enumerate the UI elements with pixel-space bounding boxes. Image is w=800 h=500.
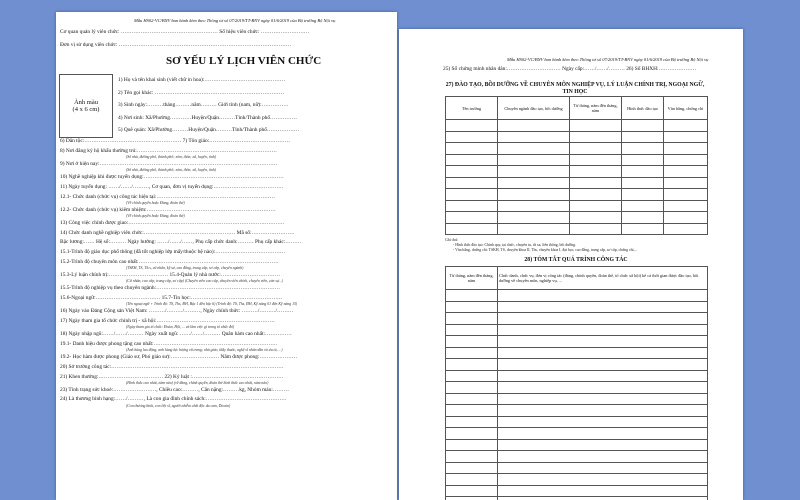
form-field-line: 21) Khen thưởng:……………………………… 22) Kỷ luật :…………………………………………… [60, 373, 284, 380]
column-header: Từ tháng, năm đến tháng, năm [570, 97, 622, 120]
table-cell[interactable] [446, 451, 498, 463]
table-row [446, 474, 708, 486]
table-cell[interactable] [446, 439, 498, 451]
table-cell[interactable] [570, 166, 622, 178]
table-cell[interactable] [664, 212, 708, 224]
field-hint: (Ngày tham gia tổ chức: Đoàn, Hội, ... và làm việc gì trong tổ chức đó) [126, 325, 235, 330]
form-field-line: 19.1- Danh hiệu được phong tặng cao nhất:…………………………………………………………… [60, 340, 278, 347]
table-cell[interactable] [622, 143, 664, 155]
table-cell[interactable] [570, 177, 622, 189]
table-row [446, 428, 708, 440]
form-field-line: 8) Nơi đăng ký hộ khẩu thường trú:…………………………………………………………………… [60, 147, 277, 154]
table-row [446, 324, 708, 336]
table-cell[interactable] [498, 166, 570, 178]
field-hint: (Về chính quyền hoặc Đảng, đoàn thể) [126, 214, 185, 218]
table-cell[interactable] [446, 301, 498, 313]
table-cell[interactable] [498, 485, 708, 497]
table-row [446, 393, 708, 405]
table-cell[interactable] [446, 428, 498, 440]
form-field-line: 15.2-Trình độ chuyên môn cao nhất:…………………………………………………………………… [60, 259, 279, 265]
form-field-line: 15.6-Ngoại ngữ:……………………………… 15.7-Tin học:…………………………………………… [60, 295, 283, 301]
table-cell[interactable] [622, 177, 664, 189]
personal-field: 3) Sinh ngày:………tháng………năm……… Giới tính (nam, nữ):…………… [118, 102, 289, 108]
table-cell[interactable] [446, 131, 498, 143]
table-row [446, 462, 708, 474]
form-field-line: 12.2- Chức danh (chức vụ) kiêm nhiệm:……………………………………………………………… [60, 206, 276, 213]
table-row [446, 154, 708, 166]
table-cell[interactable] [446, 382, 498, 394]
table-row [446, 301, 708, 313]
field-hint: (Số nhà, đường phố, thành phố; xóm, thôn, xã, huyện, tỉnh) [126, 155, 216, 160]
form-field-line: 15.1-Trình độ giáo dục phổ thông (đã tốt nghiệp lớp mấy/thuộc hệ nào):………………………………… [60, 249, 286, 256]
form-field-line: 14) Chức danh nghề nghiệp viên chức:…………………………………………… Mã số:…………………… [60, 229, 295, 236]
table-cell[interactable] [498, 313, 708, 325]
table-cell[interactable] [498, 223, 570, 235]
table-cell[interactable] [498, 189, 570, 201]
table-row [446, 485, 708, 497]
field-hint: (Hình thức cao nhất, năm nào) (về đảng, chính quyền, đoàn thể hình thức cao nhất, năm nào) [126, 380, 269, 385]
form-field-line: Bậc lương:…… Hệ số:……… Ngày hưởng: ……/……/……, Phụ cấp chức danh:……… Phụ cấp khác:……… [60, 239, 302, 246]
form-field-line: 23) Tình trạng sức khoẻ:……………………, Chiều cao:………, Cân nặng:………kg, Nhóm máu:……… [60, 386, 290, 393]
table-cell[interactable] [498, 359, 708, 371]
table-cell[interactable] [498, 405, 708, 417]
table-cell[interactable] [498, 370, 708, 382]
photo-box [59, 74, 113, 138]
field-hint: (Anh hùng lao động, anh hùng lực lượng vũ trang; nhà giáo, thầy thuốc, nghệ sĩ nhân dân và ưu tú, ...) [126, 348, 283, 353]
table-cell[interactable] [446, 212, 498, 224]
field-hint: (Về chính quyền hoặc Đảng, đoàn thể) [126, 200, 185, 205]
table-cell[interactable] [446, 347, 498, 359]
column-header: Văn bằng, chứng chỉ [664, 97, 708, 120]
column-header: Chức danh, chức vụ, đơn vị công tác (đảng, chính quyền, đoàn thể, tổ chức xã hội) kể cả thời gian được đào tạo, bồi dưỡng về chuyên môn, nghiệp vụ, ... [498, 267, 708, 290]
table-row [446, 439, 708, 451]
table-cell[interactable] [446, 336, 498, 348]
training-table [445, 96, 708, 235]
field-hint: (Tên ngoại ngữ + Trình độ: TS, Ths, ĐH, Bậc 1 đến bậc 6) (Trình độ: TS, Ths, ĐH, Kỹ năng 01 đến Kỹ năng 15) [126, 302, 298, 307]
table-cell[interactable] [498, 324, 708, 336]
table-cell[interactable] [446, 497, 498, 500]
field-hint: (Cử nhân, cao cấp, trung cấp, sơ cấp) (Chuyên viên cao cấp, chuyên viên chính, chuyên viên, cán sự...) [126, 279, 284, 284]
form-field-line: 15.5-Trình độ nghiệp vụ theo chuyên ngành:…………………………………………………………… [60, 285, 281, 292]
table-row [446, 497, 708, 500]
table-row [446, 336, 708, 348]
table-cell[interactable] [570, 120, 622, 132]
unit-line: Đơn vị sử dụng viên chức: …………………………………………………………………………………… [60, 42, 292, 48]
table-cell[interactable] [446, 313, 498, 325]
table-cell[interactable] [664, 166, 708, 178]
table-cell[interactable] [446, 189, 498, 201]
table-cell[interactable] [498, 393, 708, 405]
table-row [446, 131, 708, 143]
table-cell[interactable] [446, 324, 498, 336]
table-cell[interactable] [498, 177, 570, 189]
form-field-line: 17) Ngày tham gia tổ chức chính trị - xã hội:………………………………………………………… [60, 317, 275, 324]
table-cell[interactable] [622, 200, 664, 212]
table-row [446, 166, 708, 178]
table-cell[interactable] [446, 370, 498, 382]
table-cell[interactable] [664, 143, 708, 155]
work-heading: 28) TÓM TẮT QUÁ TRÌNH CÔNG TÁC [524, 257, 628, 263]
table-cell[interactable] [446, 474, 498, 486]
table-cell[interactable] [446, 416, 498, 428]
note-line: - Hình thức đào tạo: Chính quy, tại chức, chuyên tu, từ xa, liên thông, bồi dưỡng. [453, 243, 577, 247]
table-row [446, 143, 708, 155]
form-field-line: 18) Ngày nhập ngũ:……/……/……… Ngày xuất ngũ: ……/……/……… Quân hàm cao nhất:…………… [60, 331, 292, 337]
column-header: Tên trường [446, 97, 498, 120]
table-cell[interactable] [446, 290, 498, 302]
table-cell[interactable] [446, 485, 498, 497]
table-cell[interactable] [498, 336, 708, 348]
table-cell[interactable] [498, 497, 708, 500]
table-cell[interactable] [446, 223, 498, 235]
table-cell[interactable] [570, 212, 622, 224]
table-row [446, 370, 708, 382]
page-title: SƠ YẾU LÝ LỊCH VIÊN CHỨC [166, 55, 322, 67]
table-cell[interactable] [622, 154, 664, 166]
table-cell[interactable] [498, 416, 708, 428]
field-hint: (Số nhà, đường phố, thành phố; xóm, thôn, xã, huyện, tỉnh) [126, 168, 216, 173]
personal-field: 2) Tên gọi khác: ……………………………………………………………… [118, 89, 285, 96]
table-row [446, 290, 708, 302]
table-cell[interactable] [622, 189, 664, 201]
table-cell[interactable] [570, 143, 622, 155]
personal-field: 1) Họ và tên khai sinh (viết chữ in hoa):……………………………………… [118, 77, 286, 83]
table-cell[interactable] [664, 120, 708, 132]
table-cell[interactable] [498, 200, 570, 212]
column-header: Từ tháng, năm đến tháng, năm [446, 267, 498, 290]
table-cell[interactable] [498, 154, 570, 166]
form-field-line: 13) Công việc chính được giao:…………………………………………………………………………… [60, 219, 285, 226]
table-row [446, 212, 708, 224]
form-header: Mẫu HS02-VC/BNV ban hành kèm theo Thông tư số 07/2019/TT-BNV ngày 01/6/2019 của Bộ trưởng Bộ Nội vụ [134, 18, 336, 23]
table-cell[interactable] [498, 143, 570, 155]
table-cell[interactable] [570, 189, 622, 201]
table-row [446, 382, 708, 394]
photo-size: (4 x 6 cm) [72, 106, 100, 113]
table-cell[interactable] [446, 166, 498, 178]
work-history-table [445, 266, 708, 500]
table-cell[interactable] [622, 131, 664, 143]
form-field-line: 20) Sở trường công tác:…………………………………………………………………………………… [60, 363, 284, 370]
table-cell[interactable] [498, 451, 708, 463]
form-header-2: Mẫu HS02-VC/BNV ban hành kèm theo Thông tư số 07/2019/TT-BNV ngày 01/6/2019 của Bộ trưởng Bộ Nội vụ [507, 57, 709, 62]
table-cell[interactable] [446, 143, 498, 155]
note-line: - Văn bằng, chứng chỉ: TSKH, TS, chuyên khoa II, Ths, chuyên khoa I, đại học, cao đẳng, trung cấp, sơ cấp, chứng chỉ,... [453, 248, 638, 252]
table-row [446, 451, 708, 463]
form-field-line: 11) Ngày tuyển dụng: ……/……/………, Cơ quan, đơn vị tuyển dụng:………………………………… [60, 183, 284, 190]
id-line: 25) Số chứng minh nhân dân:………………………… Ngày cấp:……/……/……… 26) Số BHXH:………………… [443, 66, 697, 72]
table-cell[interactable] [498, 382, 708, 394]
table-cell[interactable] [498, 212, 570, 224]
table-row [446, 359, 708, 371]
field-hint: (Con thương binh, con liệt sĩ, người nhiễm chất độc da cam, Dioxin) [126, 403, 231, 408]
table-row [446, 405, 708, 417]
table-cell[interactable] [664, 177, 708, 189]
table-cell[interactable] [664, 154, 708, 166]
table-cell[interactable] [446, 200, 498, 212]
table-cell[interactable] [446, 393, 498, 405]
table-cell[interactable] [498, 301, 708, 313]
table-cell[interactable] [498, 120, 570, 132]
form-field-line: 9) Nơi ở hiện nay:……………………………………………………………………………………… [60, 160, 278, 167]
table-cell[interactable] [498, 462, 708, 474]
table-cell[interactable] [446, 405, 498, 417]
table-cell[interactable] [664, 131, 708, 143]
form-field-line: 10) Nghề nghiệp khi được tuyển dụng:…………………………………………………………………… [60, 174, 284, 180]
training-heading: 27) ĐÀO TẠO, BỒI DƯỠNG VỀ CHUYÊN MÔN NGHIỆP VỤ, LÝ LUẬN CHÍNH TRỊ, NGOẠI NGỮ, TIN HỌC [445, 82, 705, 95]
table-row [446, 347, 708, 359]
form-page-2 [399, 29, 743, 500]
form-field-line: 24) Là thương binh hạng:……/………, Là con gia đình chính sách:……………………………………… [60, 396, 287, 403]
table-cell[interactable] [570, 200, 622, 212]
form-page-1 [56, 12, 397, 500]
table-cell[interactable] [498, 131, 570, 143]
table-cell[interactable] [664, 223, 708, 235]
table-cell[interactable] [446, 359, 498, 371]
table-row [446, 200, 708, 212]
personal-field: 5) Quê quán: Xã/Phường………Huyện/Quận………Tỉnh/Thành phố……………… [118, 127, 300, 133]
table-cell[interactable] [498, 439, 708, 451]
agency-line: Cơ quan quản lý viên chức: ……………………………………………… Số hiệu viên chức: ……………………… [60, 29, 310, 35]
table-row [446, 177, 708, 189]
field-hint: (TSKH, TS, Th.s, cử nhân, kỹ sư, cao đẳng, trung cấp, sơ cấp, chuyên ngành) [126, 266, 244, 271]
table-cell[interactable] [498, 474, 708, 486]
form-field-line: 16) Ngày vào Đảng Cộng sản Việt Nam: ………/………/………, Ngày chính thức: ………/………/……… [60, 308, 294, 315]
table-cell[interactable] [446, 120, 498, 132]
table-cell[interactable] [664, 189, 708, 201]
table-row [446, 120, 708, 132]
table-cell[interactable] [498, 290, 708, 302]
note-title: Ghi chú: [445, 238, 459, 242]
column-header: Hình thức đào tạo [622, 97, 664, 120]
table-cell[interactable] [622, 223, 664, 235]
personal-field: 4) Nơi sinh: Xã/Phường…………Huyện/Quận………Tỉnh/Thành phố…………… [118, 114, 298, 121]
photo-label: Ảnh màu [73, 99, 98, 106]
table-cell[interactable] [664, 200, 708, 212]
table-row [446, 416, 708, 428]
table-row [446, 313, 708, 325]
table-cell[interactable] [570, 223, 622, 235]
column-header: Chuyên ngành đào tạo, bồi dưỡng [498, 97, 570, 120]
table-cell[interactable] [498, 428, 708, 440]
form-field-line: 19.2- Học hàm được phong (Giáo sư, Phó giáo sư):……………………… Năm được phong:………………… [60, 353, 298, 360]
table-cell[interactable] [622, 166, 664, 178]
table-cell[interactable] [446, 462, 498, 474]
form-field-line: 15.3-Lý luận chính trị:…………………………… 15.4-Quản lý nhà nước:…………………………… [60, 272, 281, 279]
table-cell[interactable] [498, 347, 708, 359]
table-cell[interactable] [446, 154, 498, 166]
table-cell[interactable] [570, 131, 622, 143]
table-cell[interactable] [446, 177, 498, 189]
table-cell[interactable] [622, 212, 664, 224]
table-row [446, 189, 708, 201]
form-field-line: 12.1- Chức danh (chức vụ) công tác hiện tại:………………………………………………………… [60, 193, 275, 200]
table-cell[interactable] [622, 120, 664, 132]
table-row [446, 223, 708, 235]
form-field-line: 6) Dân tộc:……………………………………………… 7) Tôn giáo:……………………………………… [60, 138, 291, 144]
table-cell[interactable] [570, 154, 622, 166]
